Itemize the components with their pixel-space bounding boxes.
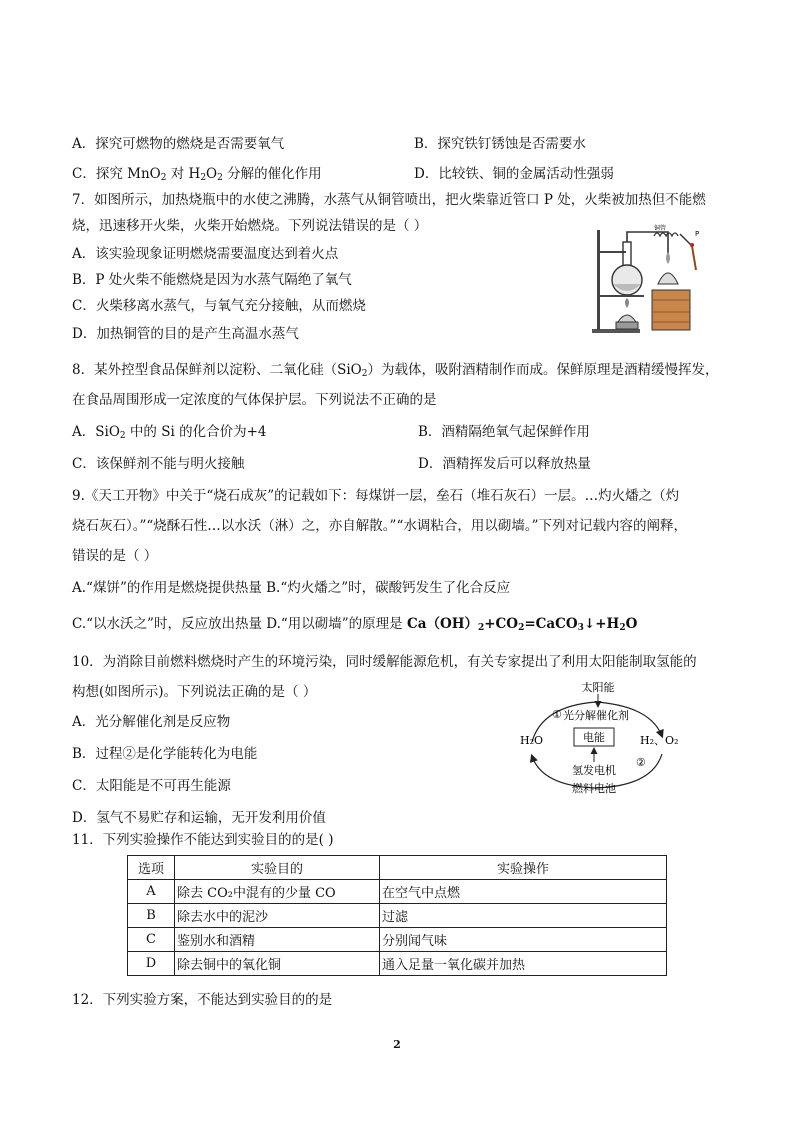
q11-table — [127, 855, 667, 976]
table-header-option: 选项 — [128, 856, 175, 880]
q6-option-b: B．探究铁钉锈蚀是否需要水 — [414, 136, 586, 152]
table-row — [128, 880, 667, 904]
table-header-purpose: 实验目的 — [175, 856, 380, 880]
q6-option-d: D．比较铁、铜的金属活动性强弱 — [414, 166, 614, 182]
q11-stem: 11．下列实验操作不能达到实验目的的是( ) — [72, 832, 334, 848]
table-cell: A — [128, 880, 175, 904]
q6-option-a: A．探究可燃物的燃烧是否需要氧气 — [72, 136, 285, 152]
q9-stem-line1: 9.《天工开物》中关于“烧石成灰”的记载如下：每煤饼一层，垒石（堆石灰石）一层。…灼火燔之（灼 — [72, 488, 680, 504]
page-number: 2 — [393, 1038, 401, 1051]
q10-option-a: A．光分解催化剂是反应物 — [72, 714, 231, 730]
q8-option-a: A．SiO$_2$ 中的 Si 的化合价为+4 — [72, 424, 267, 441]
q10-option-b: B．过程②是化学能转化为电能 — [72, 746, 258, 762]
q7-stem-line1: 7．如图所示，加热烧瓶中的水使之沸腾，水蒸气从铜管喷出，把火柴靠近管口 P 处，火柴被加热但不能燃 — [72, 192, 706, 208]
step-1-marker: ① — [552, 708, 562, 721]
table-cell: 分别闻气味 — [380, 928, 667, 952]
table-cell: D — [128, 952, 175, 976]
q7-option-d: D．加热铜管的目的是产生高温水蒸气 — [72, 326, 299, 342]
q9-equation: $Ca(OH)_2+CO_2=CaCO_3↓+H_2O$ — [406, 616, 638, 633]
q9-stem-line2: 烧石灰石）。”“烧酥石性…以水沃（淋）之，亦自解散。”“水调粘合，用以砌墙。”下列对记载内容的阐释， — [72, 518, 688, 534]
q10-hydrogen-energy-diagram — [512, 682, 692, 794]
q10-option-c: C．太阳能是不可再生能源 — [72, 778, 231, 794]
table-row — [128, 952, 667, 976]
electric-energy-label: 电能 — [583, 731, 605, 744]
table-row — [128, 928, 667, 952]
products-label: H₂、O₂ — [640, 734, 679, 747]
q8-option-c: C．该保鲜剂不能与明火接触 — [72, 456, 245, 472]
q9-stem-line3: 错误的是（ ） — [72, 548, 158, 564]
table-cell: 鉴别水和酒精 — [175, 928, 380, 952]
fuel-cell-label: 燃料电池 — [572, 782, 616, 794]
table-cell: 过滤 — [380, 904, 667, 928]
point-p-label: P — [695, 230, 700, 238]
q7-option-b: B．P 处火柴不能燃烧是因为水蒸气隔绝了氧气 — [72, 272, 352, 288]
water-label: H₂O — [520, 734, 544, 747]
step-2-marker: ② — [636, 756, 646, 769]
q10-stem-line1: 10．为消除目前燃料燃烧时产生的环境污染，同时缓解能源危机，有关专家提出了利用太阳能制取氢能的 — [72, 654, 697, 670]
q8-stem-line1: 8．某外控型食品保鲜剂以淀粉、二氧化硅（SiO$_2$）为载体，吸附酒精制作而成。保鲜原理是酒精缓慢挥发， — [72, 362, 719, 379]
q7-option-a: A．该实验现象证明燃烧需要温度达到着火点 — [72, 246, 339, 262]
q8-option-d: D．酒精挥发后可以释放热量 — [418, 456, 591, 472]
copper-tube-label: 铜管 — [654, 225, 667, 232]
table-cell: B — [128, 904, 175, 928]
q8-option-b: B．酒精隔绝氧气起保鲜作用 — [418, 424, 590, 440]
q9-options-ab: A.“煤饼”的作用是燃烧提供热量 B.“灼火燔之”时，碳酸钙发生了化合反应 — [72, 580, 511, 596]
q7-option-c: C．火柴移离水蒸气，与氧气充分接触，从而燃烧 — [72, 298, 366, 314]
q7-stem-line2: 烧，迅速移开火柴，火柴开始燃烧。下列说法错误的是（ ） — [72, 218, 428, 234]
sun-energy-label: 太阳能 — [581, 682, 615, 694]
q10-stem-line2: 构想(如图所示)。下列说法正确的是（ ） — [72, 684, 317, 700]
table-cell: 在空气中点燃 — [380, 880, 667, 904]
catalyst-label: 光分解催化剂 — [563, 709, 629, 722]
q12-stem: 12．下列实验方案，不能达到实验目的的是 — [72, 992, 333, 1008]
table-cell: 除去水中的泥沙 — [175, 904, 380, 928]
q9-options-cd: C.“以水沃之”时，反应放出热量 D.“用以砌墙”的原理是 $Ca(OH)_2+CO_2=CaCO_3↓+H_2O$ — [72, 616, 638, 633]
table-cell: 除去 CO₂中混有的少量 CO — [175, 880, 380, 904]
table-header-row — [128, 856, 667, 880]
table-row — [128, 904, 667, 928]
table-cell: C — [128, 928, 175, 952]
q10-option-d: D．氢气不易贮存和运输，无开发利用价值 — [72, 810, 326, 826]
q7-apparatus-figure — [588, 222, 712, 340]
table-cell: 通入足量一氧化碳并加热 — [380, 952, 667, 976]
q6-option-c: C．探究 MnO$_2$ 对 $H_2O_2$ 分解的催化作用 — [72, 166, 322, 183]
hydrogen-generator-label: 氢发电机 — [572, 764, 616, 777]
table-header-operation: 实验操作 — [380, 856, 667, 880]
q8-stem-line2: 在食品周围形成一定浓度的气体保护层。下列说法不正确的是 — [72, 392, 437, 408]
table-cell: 除去铜中的氧化铜 — [175, 952, 380, 976]
